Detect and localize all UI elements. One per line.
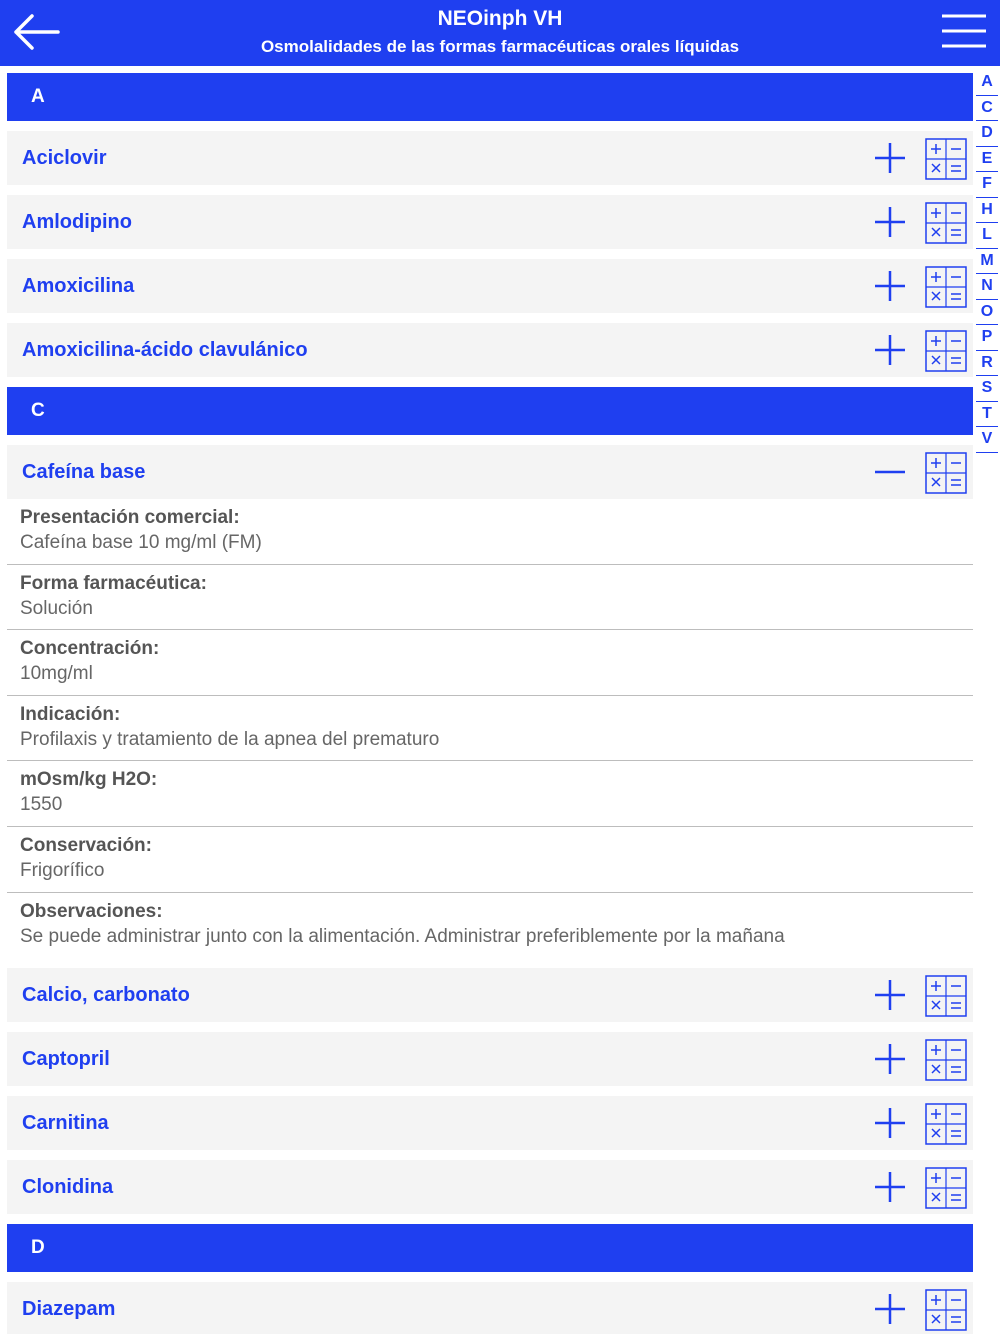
- detail-label: Indicación:: [20, 703, 121, 725]
- drug-list: [7, 73, 973, 1334]
- index-letter-t[interactable]: T: [976, 402, 998, 428]
- calculator-icon[interactable]: [925, 452, 967, 494]
- detail-value: 10mg/ml: [20, 663, 93, 685]
- list-item[interactable]: [7, 1160, 973, 1214]
- arrow-left-icon[interactable]: [8, 8, 64, 56]
- list-item[interactable]: [7, 323, 973, 377]
- detail-value: Frigorífico: [20, 859, 105, 881]
- index-letter-f[interactable]: F: [976, 172, 998, 198]
- detail-label: Conservación:: [20, 834, 152, 856]
- detail-label: Observaciones:: [20, 900, 163, 922]
- index-letter-p[interactable]: P: [976, 325, 998, 351]
- alphabet-index: [976, 70, 998, 453]
- list-item[interactable]: [7, 195, 973, 249]
- drug-name[interactable]: Calcio, carbonato: [22, 984, 190, 1007]
- expand-plus-icon[interactable]: [873, 1292, 907, 1326]
- app-header: [0, 0, 1000, 66]
- list-item[interactable]: [7, 445, 973, 499]
- expand-plus-icon[interactable]: [873, 1042, 907, 1076]
- drug-details: [7, 499, 973, 958]
- expand-plus-icon[interactable]: [873, 141, 907, 175]
- detail-field: [7, 630, 973, 696]
- detail-value: Se puede administrar junto con la alimentación. Administrar preferiblemente por la mañana: [20, 925, 785, 947]
- index-letter-s[interactable]: S: [976, 376, 998, 402]
- index-letter-e[interactable]: E: [976, 147, 998, 173]
- index-letter-d[interactable]: D: [976, 121, 998, 147]
- detail-label: Concentración:: [20, 638, 160, 660]
- index-letter-m[interactable]: M: [976, 249, 998, 275]
- detail-value: 1550: [20, 794, 63, 816]
- drug-name[interactable]: Amoxicilina: [22, 275, 135, 297]
- index-letter-r[interactable]: R: [976, 351, 998, 377]
- index-letter-a[interactable]: A: [976, 70, 998, 96]
- drug-name[interactable]: Amoxicilina-ácido clavulánico: [22, 339, 308, 361]
- detail-value: Solución: [20, 597, 93, 619]
- index-letter-c[interactable]: C: [976, 96, 998, 122]
- index-letter-l[interactable]: L: [976, 223, 998, 249]
- expand-plus-icon[interactable]: [873, 978, 907, 1012]
- drug-name[interactable]: Carnitina: [22, 1112, 109, 1135]
- list-item[interactable]: [7, 968, 973, 1022]
- detail-label: Presentación comercial:: [20, 507, 240, 528]
- detail-field: [7, 499, 973, 565]
- expand-plus-icon[interactable]: [873, 1106, 907, 1140]
- drug-name[interactable]: Aciclovir: [22, 147, 107, 169]
- expand-plus-icon[interactable]: [873, 1170, 907, 1204]
- calculator-icon[interactable]: [925, 266, 967, 308]
- detail-field: [7, 565, 973, 631]
- expand-plus-icon[interactable]: [873, 205, 907, 239]
- detail-field: [7, 893, 973, 959]
- calculator-icon[interactable]: [925, 1167, 967, 1209]
- index-letter-n[interactable]: N: [976, 274, 998, 300]
- calculator-icon[interactable]: [925, 1039, 967, 1081]
- detail-field: [7, 827, 973, 893]
- detail-label: Forma farmacéutica:: [20, 572, 207, 594]
- collapse-minus-icon[interactable]: [873, 455, 907, 489]
- drug-name[interactable]: Clonidina: [22, 1176, 114, 1199]
- detail-label: mOsm/kg H2O:: [20, 769, 158, 791]
- calculator-icon[interactable]: [925, 975, 967, 1017]
- calculator-icon[interactable]: [925, 1103, 967, 1145]
- drug-name[interactable]: Amlodipino: [22, 211, 132, 233]
- section-header-c: C: [7, 387, 973, 435]
- section-header-a: A: [7, 73, 973, 121]
- drug-name[interactable]: Diazepam: [22, 1298, 116, 1321]
- list-item[interactable]: [7, 131, 973, 185]
- detail-value: Profilaxis y tratamiento de la apnea del prematuro: [20, 728, 440, 750]
- expand-plus-icon[interactable]: [873, 333, 907, 367]
- section-header-d: D: [7, 1224, 973, 1272]
- page-subtitle: Osmolalidades de las formas farmacéuticas orales líquidas: [260, 37, 740, 56]
- list-item[interactable]: [7, 1032, 973, 1086]
- hamburger-menu-icon[interactable]: [940, 10, 988, 52]
- app-title: NEOinph VH: [437, 7, 563, 30]
- calculator-icon[interactable]: [925, 1289, 967, 1331]
- index-letter-o[interactable]: O: [976, 300, 998, 326]
- list-item[interactable]: [7, 259, 973, 313]
- calculator-icon[interactable]: [925, 138, 967, 180]
- expand-plus-icon[interactable]: [873, 269, 907, 303]
- detail-value: Cafeína base 10 mg/ml (FM): [20, 532, 262, 553]
- detail-field: [7, 761, 973, 827]
- detail-field: [7, 696, 973, 762]
- index-letter-v[interactable]: V: [976, 427, 998, 453]
- list-item[interactable]: [7, 1282, 973, 1334]
- index-letter-h[interactable]: H: [976, 198, 998, 224]
- calculator-icon[interactable]: [925, 330, 967, 372]
- drug-name[interactable]: Cafeína base: [22, 461, 146, 483]
- drug-name[interactable]: Captopril: [22, 1048, 110, 1071]
- list-item[interactable]: [7, 1096, 973, 1150]
- calculator-icon[interactable]: [925, 202, 967, 244]
